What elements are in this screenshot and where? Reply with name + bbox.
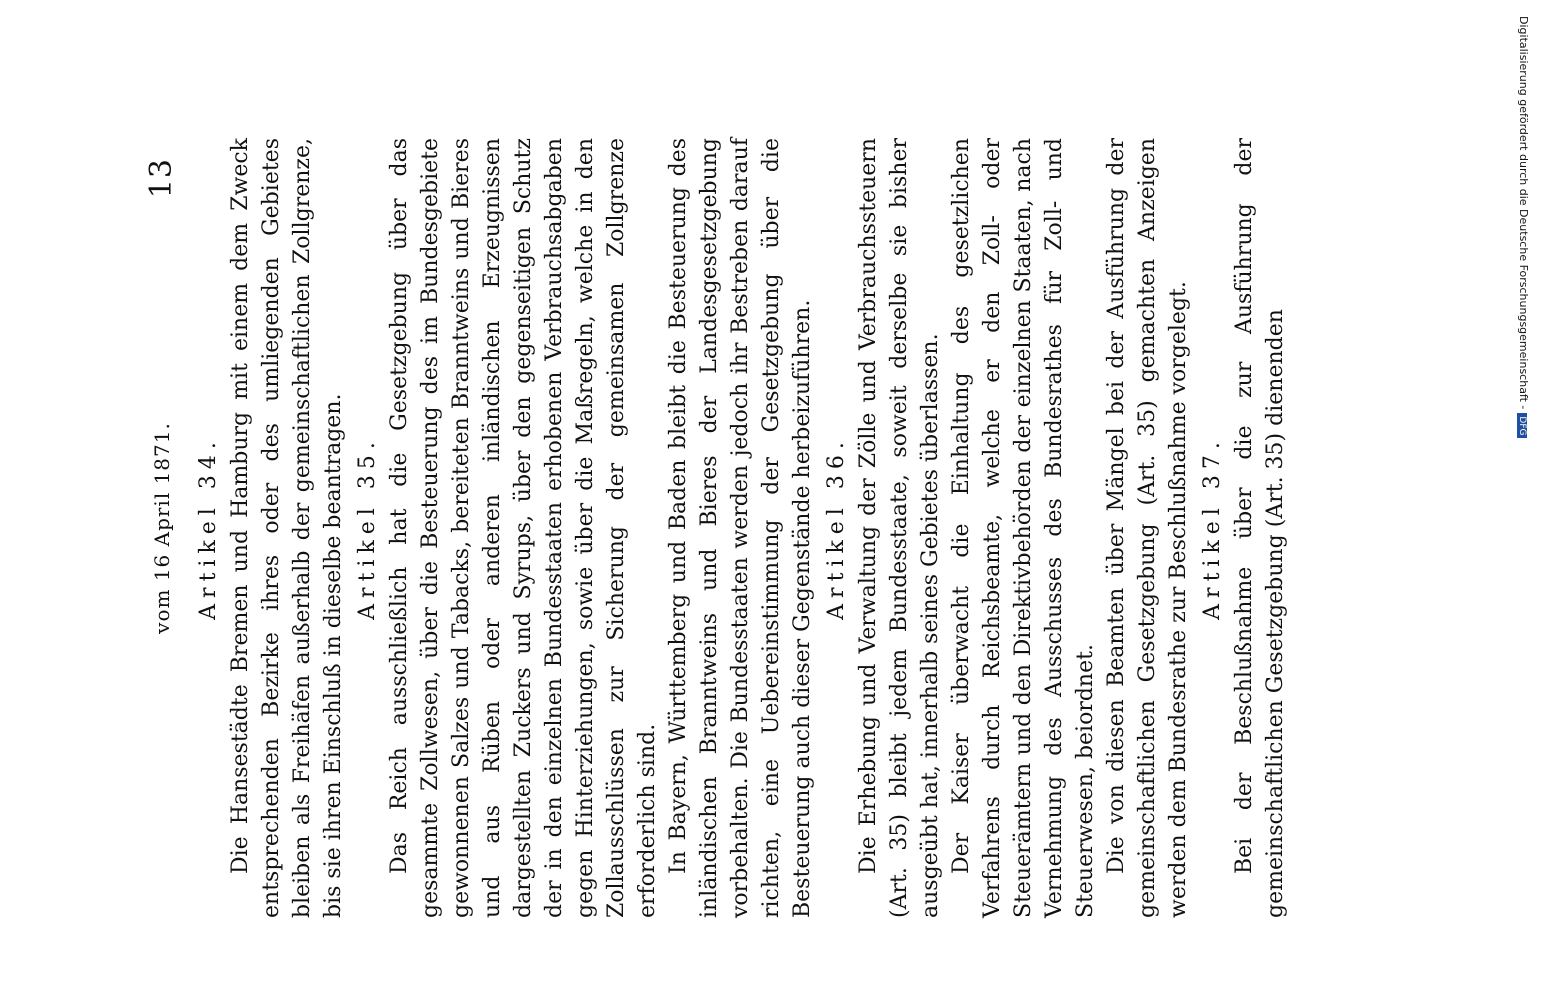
page-number: 13	[144, 158, 179, 199]
article-title: Artikel 36.	[824, 436, 849, 620]
digitization-credit	[1514, 16, 1530, 996]
page-header	[144, 138, 190, 918]
article-paragraph: Der Kaiser überwacht die Einhaltung des gesetzlichen Verfahrens durch Reichsbeamte, welche er den Zoll- oder Steuerämtern und den Direktivbehörden der einzelnen Staaten, nach Vernehmung des Ausschusses des Bundesrathes für Zoll- und Steuerwesen, beiordnet.	[949, 138, 1098, 918]
article-title: Artikel 34.	[196, 436, 221, 620]
article-paragraph: Bei der Beschlußnahme über die zur Ausführung der gemeinschaftlichen Gesetzgebung (Art. 35) dienenden	[1232, 138, 1288, 918]
credit-text: Digitalisierung gefördert durch die Deutsche Forschungsgemeinschaft -	[1517, 16, 1530, 410]
article-paragraph: Die von diesen Beamten über Mängel bei der Ausführung der gemeinschaftlichen Gesetzgebung (Art. 35) gemachten Anzeigen werden dem Bundesrathe zur Beschlußnahme vorgelegt.	[1104, 138, 1191, 918]
article-paragraph: Die Erhebung und Verwaltung der Zölle und Verbrauchssteuern (Art. 35) bleibt jedem Bundesstaate, soweit derselbe sie bisher ausgeübt hat, innerhalb seines Gebietes überlassen.	[856, 138, 943, 918]
article-34	[196, 138, 349, 918]
dfg-logo: DFG	[1517, 413, 1527, 438]
article-37	[1200, 138, 1291, 918]
article-paragraph: In Bayern, Württemberg und Baden bleibt die Besteuerung des inländischen Branntweins und Bieres der Landesgesetzgebung vorbehalten. Die Bundesstaaten werden jedoch ihr Bestreben darauf richten, eine Uebereinstimmung der Gesetzgebung über die Besteuerung auch dieser Gegenstände herbeizuführen.	[666, 138, 815, 918]
article-paragraph: Das Reich ausschließlich hat die Gesetzgebung über das gesammte Zollwesen, über die Besteuerung des im Bundesgebiete gewonnenen Salzes und Tabacks, bereiteten Branntweins und Bieres und aus Rüben oder anderen inländischen Erzeugnissen dargestellten Zuckers und Syrups, über den gegenseitigen Schutz der in den einzelnen Bundesstaaten erhobenen Verbrauchsabgaben gegen Hinterziehungen, sowie über die Maßregeln, welche in den Zollausschlüssen zur Sicherung der gemeinsamen Zollgrenze erforderlich sind.	[387, 138, 660, 918]
article-36	[824, 138, 1194, 918]
rotated-page	[144, 138, 1410, 918]
article-paragraph: Die Hansestädte Bremen und Hamburg mit einem dem Zweck entsprechenden Bezirke ihres oder des umliegenden Gebietes bleiben als Freihäfen außerhalb der gemeinschaftlichen Zollgrenze, bis sie ihren Einschluß in dieselbe beantragen.	[228, 138, 346, 918]
article-title: Artikel 37.	[1200, 436, 1225, 620]
article-title: Artikel 35.	[355, 436, 380, 620]
article-35	[355, 138, 818, 918]
header-date: vom 16 April 1871.	[150, 422, 174, 634]
